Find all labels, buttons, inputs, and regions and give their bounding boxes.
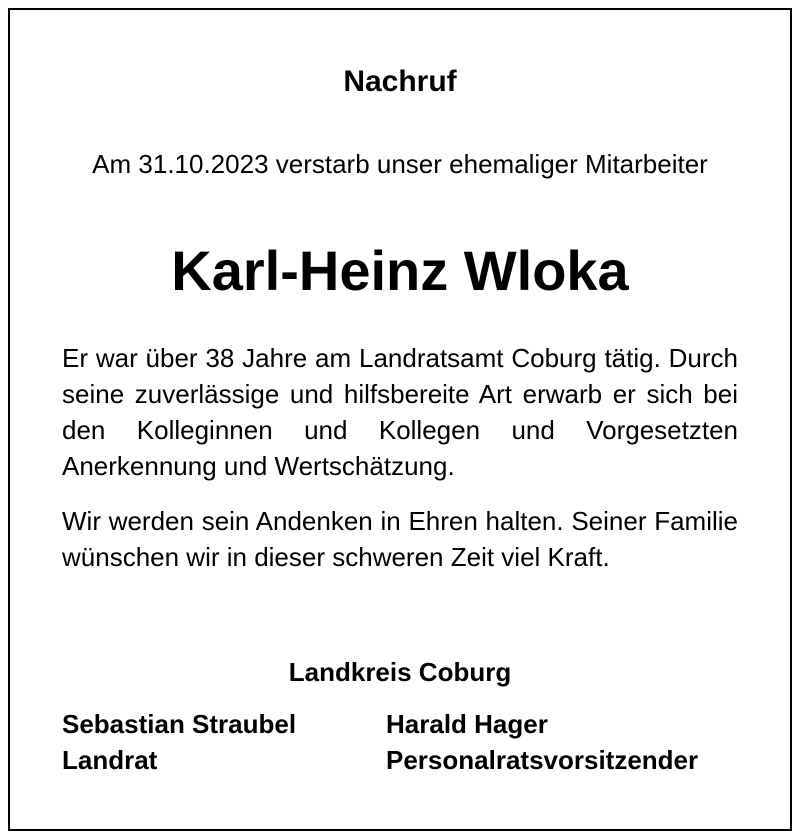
signatory-2-role: Personalratsvorsitzender (386, 745, 699, 775)
deceased-name: Karl-Heinz Wloka (171, 239, 629, 302)
signatory-1 (62, 706, 296, 778)
notice-paragraph-1: Er war über 38 Jahre am Landratsamt Coburg tätig. Durch seine zuverlässige und hilfsbereite Art erwarb er sich bei den Kolleginnen und Kollegen und Vorgesetzten Anerkennung und Wertschätzung. (62, 343, 738, 481)
notice-heading: Nachruf (343, 65, 457, 98)
organization-name: Landkreis Coburg (288, 657, 512, 687)
signatory-1-role: Landrat (62, 745, 158, 775)
signatory-2-name: Harald Hager (386, 709, 548, 739)
signatory-2 (386, 706, 698, 778)
notice-paragraph-2: Wir werden sein Andenken in Ehren halten. Seiner Familie wünschen wir in dieser schweren Zeit viel Kraft. (62, 506, 738, 572)
signatory-1-name: Sebastian Straubel (62, 709, 297, 739)
notice-intro: Am 31.10.2023 verstarb unser ehemaliger Mitarbeiter (92, 149, 708, 179)
